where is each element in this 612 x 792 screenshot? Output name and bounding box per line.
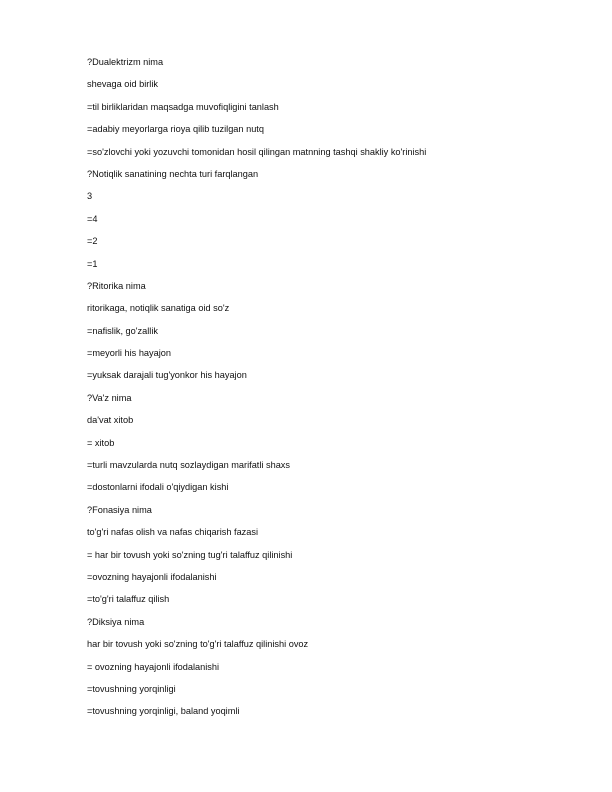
answer-line: ritorikaga, notiqlik sanatiga oid so'z: [87, 303, 230, 314]
answer-line: =meyorli his hayajon: [87, 348, 172, 359]
question-line: ?Ritorika nima: [87, 280, 146, 291]
answer-line: =tovushning yorqinligi, baland yoqimli: [87, 706, 240, 717]
answer-line: shevaga oid birlik: [87, 79, 158, 90]
answer-line: =dostonlarni ifodali o'qiydigan kishi: [87, 482, 229, 493]
answer-line: =til birliklaridan maqsadga muvofiqligini tanlash: [87, 101, 279, 112]
question-line: ?Va'z nima: [87, 392, 132, 403]
answer-line: =turli mavzularda nutq sozlaydigan marifatli shaxs: [87, 460, 290, 471]
answer-line: to'g'ri nafas olish va nafas chiqarish fazasi: [87, 527, 259, 538]
answer-line: =to'g'ri talaffuz qilish: [87, 594, 170, 605]
question-line: ?Diksiya nima: [87, 616, 145, 627]
question-line: ?Fonasiya nima: [87, 504, 152, 515]
answer-line: =adabiy meyorlarga rioya qilib tuzilgan nutq: [87, 124, 264, 135]
answer-line: = xitob: [87, 437, 115, 448]
answer-line: =4: [87, 213, 98, 224]
answer-line: =1: [87, 258, 98, 269]
question-line: ?Notiqlik sanatining nechta turi farqlangan: [87, 168, 259, 179]
answer-line: =yuksak darajali tug'yonkor his hayajon: [87, 370, 247, 381]
answer-line: =ovozning hayajonli ifodalanishi: [87, 571, 217, 582]
answer-line: = har bir tovush yoki so'zning tug'ri talaffuz qilinishi: [87, 549, 293, 560]
document-text-block: [87, 57, 587, 729]
answer-line: =so'zlovchi yoki yozuvchi tomonidan hosil qilingan matnning tashqi shakliy ko'rinishi: [87, 146, 427, 157]
answer-line: = ovozning hayajonli ifodalanishi: [87, 661, 220, 672]
question-line: ?Dualektrizm nima: [87, 57, 164, 67]
answer-line: =2: [87, 236, 98, 247]
answer-line: har bir tovush yoki so'zning to'g'ri talaffuz qilinishi ovoz: [87, 639, 309, 650]
answer-line: =nafislik, go'zallik: [87, 325, 158, 336]
answer-line: da'vat xitob: [87, 415, 134, 426]
answer-line: =tovushning yorqinligi: [87, 683, 176, 694]
answer-line: 3: [87, 191, 93, 202]
